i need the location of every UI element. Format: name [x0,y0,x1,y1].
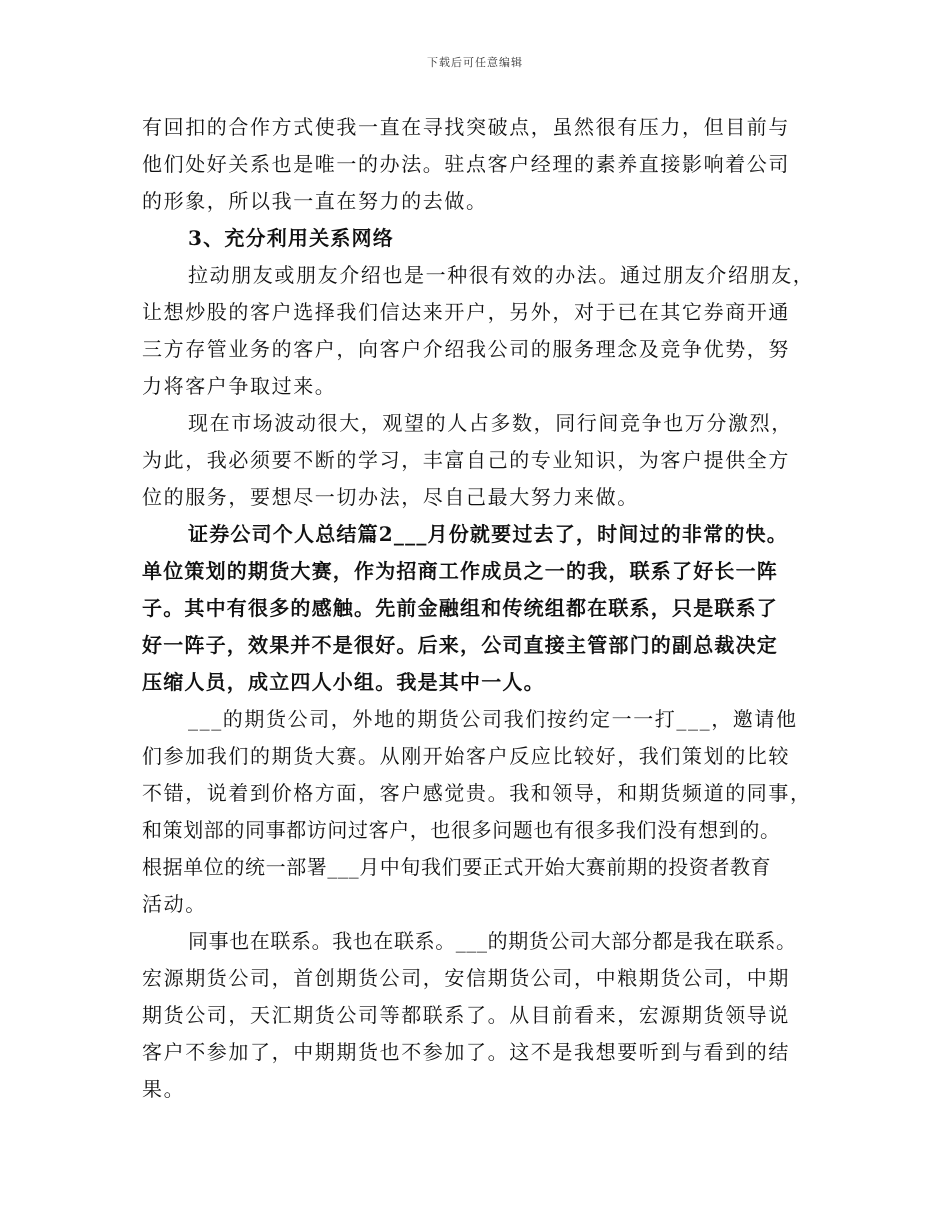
text-line: 们参加我们的期货大赛。从刚开始客户反应比较好，我们策划的比较 [142,744,790,768]
text-line: 宏源期货公司，首创期货公司，安信期货公司，中粮期货公司，中期 [142,966,790,990]
text-line: 同事也在联系。我也在联系。___的期货公司大部分都是我在联系。 [188,929,797,953]
bold-text-line: 证券公司个人总结篇2___月份就要过去了，时间过的非常的快。 [188,522,788,546]
text-line: 根据单位的统一部署___月中旬我们要正式开始大赛前期的投资者教育 [142,855,772,879]
text-line: 和策划部的同事都访问过客户，也很多问题也有很多我们没有想到的。 [142,818,781,842]
bold-text-line: 单位策划的期货大赛，作为招商工作成员之一的我，联系了好长一阵 [142,559,778,583]
bold-text-line: 子。其中有很多的感触。先前金融组和传统组都在联系，只是联系了 [142,596,778,620]
text-line: 现在市场波动很大，观望的人占多数，同行间竞争也万分激烈， [188,411,793,435]
bold-text-line: 好一阵子，效果并不是很好。后来，公司直接主管部门的副总裁决定 [142,633,778,657]
text-line: 拉动朋友或朋友介绍也是一种很有效的办法。通过朋友介绍朋友， [188,263,815,287]
text-line: 让想炒股的客户选择我们信达来开户，另外，对于已在其它券商开通 [142,300,790,324]
text-line: 位的服务，要想尽一切办法，尽自己最大努力来做。 [142,485,639,509]
document-body [142,109,814,1108]
text-line: 活动。 [142,892,207,916]
text-line: 期货公司，天汇期货公司等都联系了。从目前看来，宏源期货领导说 [142,1003,790,1027]
text-line: 的形象，所以我一直在努力的去做。 [142,189,488,213]
text-line: 他们处好关系也是唯一的办法。驻点客户经理的素养直接影响着公司 [142,152,790,176]
text-line: 客户不参加了，中期期货也不参加了。这不是我想要听到与看到的结 [142,1040,790,1064]
text-line: 三方存管业务的客户，向客户介绍我公司的服务理念及竞争优势，努 [142,337,790,361]
text-line: ___的期货公司，外地的期货公司我们按约定一一打___，邀请他 [188,707,798,731]
text-line: 力将客户争取过来。 [142,374,337,398]
text-line: 有回扣的合作方式使我一直在寻找突破点，虽然很有压力，但目前与 [142,115,790,139]
section-heading: 3、充分利用关系网络 [188,226,394,250]
text-line: 果。 [142,1077,186,1101]
text-line: 不错，说着到价格方面，客户感觉贵。我和领导，和期货频道的同事， [142,781,812,805]
text-line: 为此，我必须要不断的学习，丰富自己的专业知识，为客户提供全方 [142,448,790,472]
bold-text-line: 压缩人员，成立四人小组。我是其中一人。 [142,670,545,694]
page-header: 下载后可任意编辑 [427,56,523,69]
